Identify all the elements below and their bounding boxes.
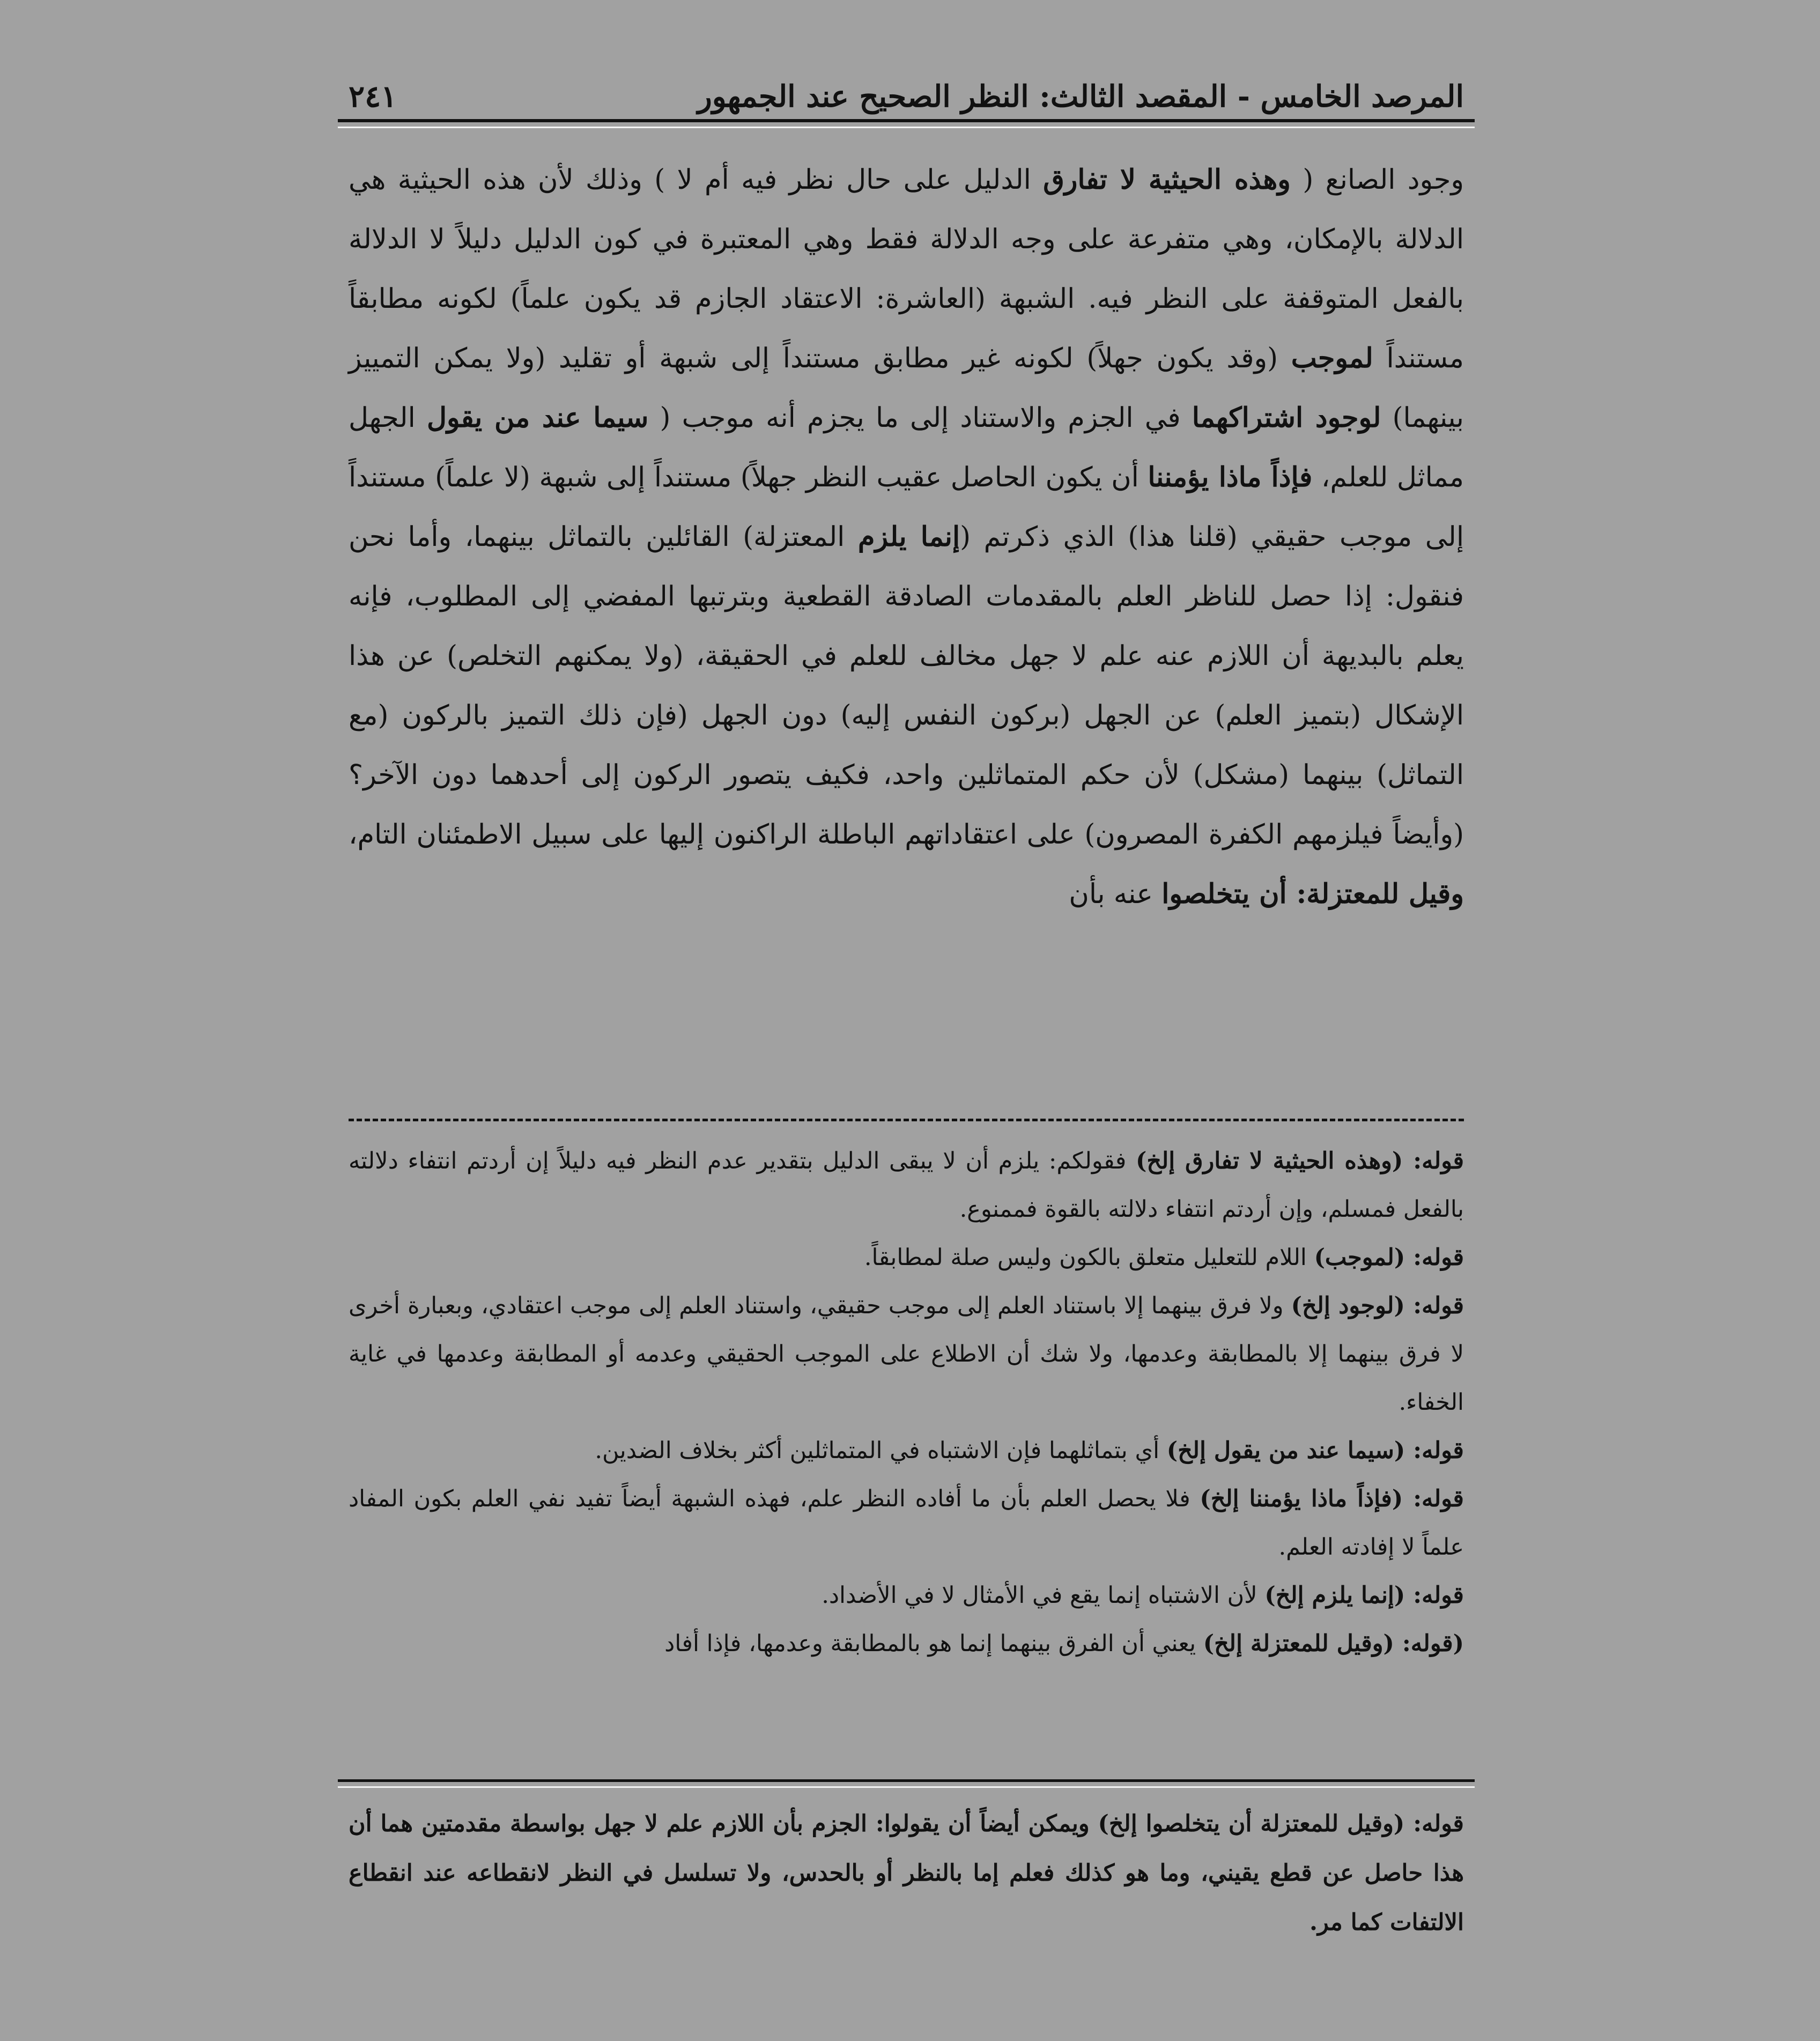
- main-text-emphasis: وقيل للمعتزلة: أن يتخلصوا: [1161, 878, 1464, 910]
- note-text: اللام للتعليل متعلق بالكون وليس صلة لمطابقاً.: [864, 1244, 1314, 1271]
- note-keyword: قوله: (إنما يلزم إلخ): [1264, 1582, 1464, 1609]
- commentary-note: [349, 1426, 1464, 1475]
- main-text-emphasis: إنما يلزم: [857, 521, 960, 553]
- main-text-segment: في الجزم والاستناد إلى ما يجزم أنه موجب (: [648, 402, 1192, 434]
- note-text: فلا يحصل العلم بأن ما أفاده النظر علم، فهذه الشبهة أيضاً تفيد نفي العلم بكون المفاد علماً لا إفادته العلم.: [349, 1485, 1464, 1561]
- note-text: فقولكم: يلزم أن لا يبقى الدليل بتقدير عدم النظر فيه دليلاً إن أردتم انتفاء دلالته بالفعل فمسلم، وإن أردتم انتفاء دلالته بالقوة فممنوع.: [349, 1148, 1464, 1223]
- note-keyword: قوله: (وهذه الحيثية لا تفارق إلخ): [1136, 1148, 1464, 1174]
- running-head: [349, 64, 1464, 118]
- page-number: ٢٤١: [349, 79, 397, 114]
- footer-rule: [338, 1779, 1475, 1788]
- main-text-segment: الجهل مماثل للعلم،: [349, 402, 1464, 493]
- commentary-note: [349, 1137, 1464, 1233]
- note-text: يعني أن الفرق بينهما إنما هو بالمطابقة وعدمها، فإذا أفاد: [664, 1630, 1203, 1657]
- commentary-note: [349, 1233, 1464, 1282]
- main-text-emphasis: لموجب: [1291, 342, 1373, 374]
- main-text-emphasis: فإذاً ماذا يؤمننا: [1148, 461, 1313, 493]
- main-text-emphasis: سيما عند من يقول: [426, 402, 649, 434]
- main-text-segment: (وقد يكون جهلاً) لكونه غير مطابق مستنداً إلى شبهة أو تقليد (ولا يمكن التمييز بينهما): [349, 343, 1464, 434]
- commentary-notes: [349, 1137, 1464, 1668]
- commentary-note: [349, 1282, 1464, 1426]
- note-prefix: (: [1453, 1630, 1464, 1657]
- commentary-note: [349, 1475, 1464, 1571]
- main-text-segment: وجود الصانع (: [1290, 164, 1464, 196]
- main-text-segment: المعتزلة) القائلين بالتماثل بينهما، وأما نحن فنقول: إذا حصل للناظر العلم بالمقدمات الصادقة القطعية وبترتبها المفضي إلى المطلوب، فإنه يعلم بالبديهة أن اللازم عنه علم لا جهل مخالف للعلم في الحقيقة، (ولا يمكنهم التخلص) عن هذا الإشكال (بتميز العلم) عن الجهل (بركون النفس إليه) دون الجهل (فإن ذلك التميز بالركون (مع التماثل) بينهما (مشكل) لأن حكم المتماثلين واحد، فكيف يتصور الركون إلى أحدهما دون الآخر؟ (وأيضاً فيلزمهم الكفرة المصرون) على اعتقاداتهم الباطلة الراكنون إليها على سبيل الاطمئنان التام،: [349, 521, 1464, 851]
- commentary-note: [349, 1620, 1464, 1668]
- main-text-emphasis: لوجود اشتراكهما: [1192, 402, 1381, 434]
- main-text-emphasis: وهذه الحيثية لا تفارق: [1043, 164, 1291, 196]
- note-keyword: قوله: (سيما عند من يقول إلخ): [1166, 1437, 1464, 1464]
- note-keyword: قوله: (فإذاً ماذا يؤمننا إلخ): [1200, 1485, 1464, 1512]
- commentary-note: [349, 1571, 1464, 1620]
- margin-note: قوله: (وقيل للمعتزلة أن يتخلصوا إلخ) ويمكن أيضاً أن يقولوا: الجزم بأن اللازم علم لا جهل بواسطة مقدمتين هما أن هذا حاصل عن قطع يقيني، وما هو كذلك فعلم إما بالنظر أو بالحدس، ولا تسلسل في النظر لانقطاعه عند انقطاع الالتفات كما مر.: [349, 1810, 1464, 1936]
- main-text-segment: عنه بأن: [1069, 878, 1162, 910]
- running-title: المرصد الخامس - المقصد الثالث: النظر الصحيح عند الجمهور: [697, 79, 1464, 114]
- note-keyword: قوله: (لموجب): [1314, 1244, 1464, 1271]
- main-text: [349, 150, 1464, 924]
- note-text: أي بتماثلهما فإن الاشتباه في المتماثلين أكثر بخلاف الضدين.: [595, 1437, 1167, 1464]
- header-rule: [338, 119, 1475, 128]
- note-text: ولا فرق بينهما إلا باستناد العلم إلى موجب حقيقي، واستناد العلم إلى موجب اعتقادي، وبعبارة أخرى لا فرق بينهما إلا بالمطابقة وعدمها، ولا شك أن الاطلاع على الموجب الحقيقي وعدمه أو المطابقة وعدمها في غاية الخفاء.: [349, 1292, 1464, 1416]
- main-text-segment: الدليل على حال نظر فيه أم لا ) وذلك لأن هذه الحيثية هي الدلالة بالإمكان، وهي متفرعة على وجه الدلالة فقط وهي المعتبرة في كون الدليل دليلاً لا الدلالة بالفعل المتوقفة على النظر فيه. الشبهة (العاشرة: الاعتقاد الجازم قد يكون علماً) لكونه مطابقاً مستنداً: [349, 164, 1464, 374]
- note-text: لأن الاشتباه إنما يقع في الأمثال لا في الأضداد.: [822, 1582, 1265, 1609]
- note-keyword: قوله: (لوجود إلخ): [1291, 1292, 1464, 1319]
- footnote-separator: [349, 1119, 1464, 1121]
- main-text-segment: أن يكون الحاصل عقيب النظر جهلاً) مستنداً إلى شبهة (لا علماً) مستنداً إلى موجب حقيقي (قلنا هذا) الذي ذكرتم (: [349, 462, 1464, 553]
- note-keyword: قوله: (وقيل للمعتزلة إلخ): [1203, 1630, 1453, 1657]
- book-page: [349, 64, 1464, 1973]
